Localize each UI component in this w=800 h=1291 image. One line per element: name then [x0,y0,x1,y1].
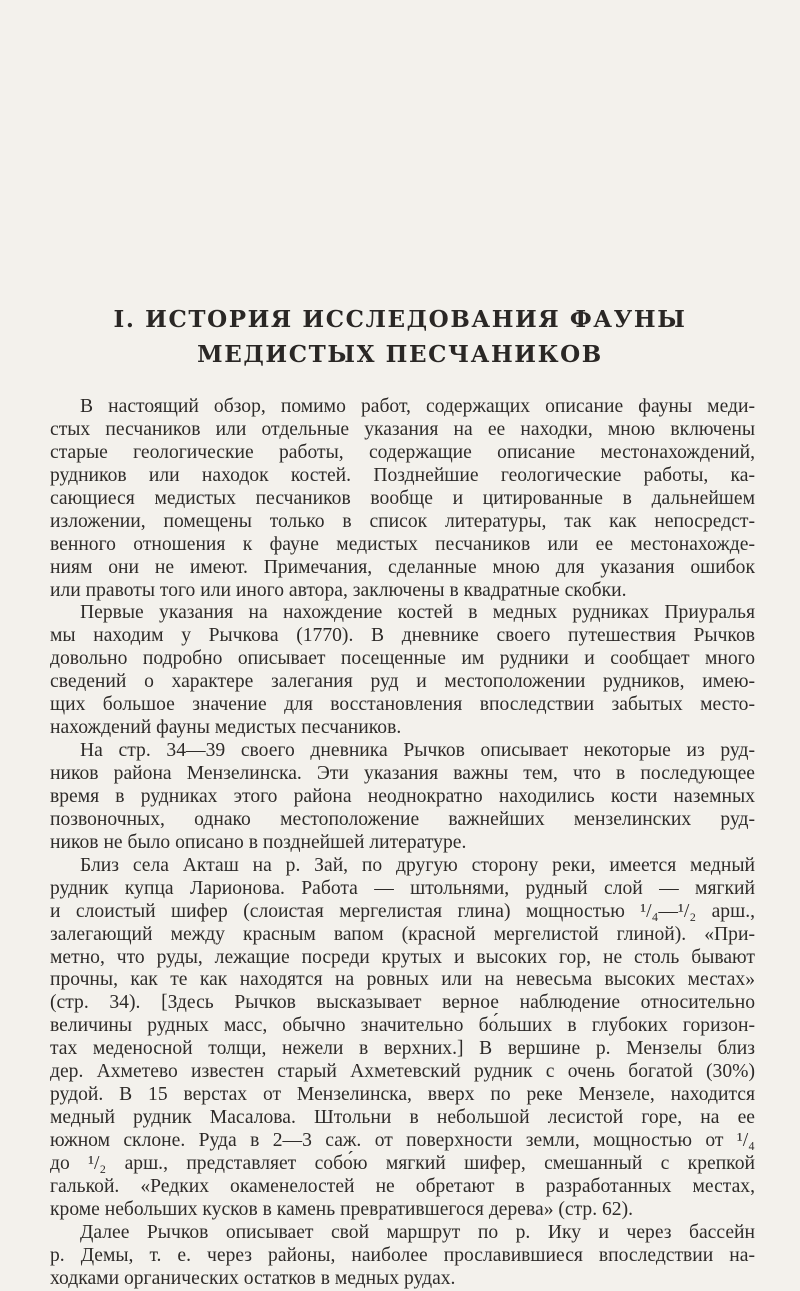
text-line: Первые указания на нахождение костей в медных рудниках Приуралья [80,602,755,624]
text-line: мы находим у Рычкова (1770). В дневнике своего путешествия Рычков [50,625,755,647]
chapter-title-line-1: I. ИСТОРИЯ ИССЛЕДОВАНИЯ ФАУНЫ [113,306,687,333]
text-line: ходками органических остатков в медных рудах. [50,1267,456,1289]
text-line: На стр. 34—39 своего дневника Рычков описывает некоторые из руд- [80,740,755,762]
text-line: ниям они не имеют. Примечания, сделанные мною для указания ошибок [50,556,755,578]
paragraph [50,1222,755,1291]
text-line: сающиеся медистых песчаников вообще и цитированные в дальнейшем [50,487,755,509]
text-line: до ¹/₂ арш., представляет собо́ю мягкий шифер, смешанный с крепкой [50,1152,755,1174]
text-line: изложении, помещены только в список литературы, так как непосредст- [50,510,755,532]
text-line: ников не было описано в позднейшей литературе. [50,831,467,853]
text-line: и слоистый шифер (слоистая мергелистая глина) мощностью ¹/₄—¹/₂ арш., [50,900,755,922]
text-line: старые геологические работы, содержащие описание местонахождений, [50,441,755,463]
text-line: (стр. 34). [Здесь Рычков высказывает верное наблюдение относительно [50,992,755,1014]
text-line: В настоящий обзор, помимо работ, содержащих описание фауны меди- [80,396,755,417]
text-line: прочны, как те как находятся на ровных или на невесьма высоких местах» [50,969,755,991]
text-line: стых песчаников или отдельные указания на ее находки, мною включены [50,418,755,440]
paragraph [50,602,755,740]
text-line: сведений о характере залегания руд и местоположении рудников, имею- [50,671,755,693]
text-line: кроме небольших кусков в камень превратившегося дерева» (стр. 62). [50,1198,634,1220]
paragraph [50,396,755,602]
text-line: р. Демы, т. е. через районы, наиболее прославившиеся впоследствии на- [50,1244,755,1266]
text-line: галькой. «Редких окаменелостей не обретают в разработанных местах, [50,1175,755,1197]
text-line: щих большое значение для восстановления впоследствии забытых место- [50,694,755,716]
text-line: время в рудниках этого района неоднократно находились кости наземных [50,785,755,807]
text-line: Близ села Акташ на р. Зай, по другую сторону реки, имеется медный [80,854,755,876]
text-line: медный рудник Масалова. Штольни в небольшой лесистой горе, на ее [50,1107,755,1129]
text-line: позвоночных, однако местоположение важнейших мензелинских руд- [50,808,755,830]
text-line: рудой. В 15 верстах от Мензелинска, вверх по реке Мензеле, находится [50,1084,755,1106]
body-text [50,396,755,1291]
text-line: венного отношения к фауне медистых песчаников или ее местонахожде- [50,533,755,555]
paragraph [50,740,755,855]
text-line: тах меденосной толщи, нежели в верхних.] В вершине р. Мензелы близ [50,1038,755,1060]
text-line: дер. Ахметево известен старый Ахметевский рудник с очень богатой (30%) [50,1061,755,1083]
text-line: величины рудных масс, обычно значительно бо́льших в глубоких горизон- [50,1015,755,1037]
text-line: или правоты того или иного автора, заключены в квадратные скобки. [50,579,627,601]
text-line: Далее Рычков описывает свой маршрут по р. Ику и через бассейн [80,1221,755,1243]
chapter-title-line-2: МЕДИСТЫХ ПЕСЧАНИКОВ [197,341,603,368]
text-line: южном склоне. Руда в 2—3 саж. от поверхности земли, мощностью от ¹/₄ [50,1130,755,1151]
text-line: рудник купца Ларионова. Работа — штольнями, рудный слой — мягкий [50,877,755,899]
text-line: метно, что руды, лежащие посреди крутых и высоких гор, не столь бывают [50,946,755,968]
text-line: нахождений фауны медистых песчаников. [50,717,402,739]
text-line: залегающий между красным вапом (красной мергелистой глиной). «При- [50,923,755,945]
text-line: рудников или находок костей. Позднейшие геологические работы, ка- [50,464,755,486]
text-line: довольно подробно описывает посещенные им рудники и сообщает много [50,648,755,670]
paragraph [50,855,755,1222]
text-line: ников района Мензелинска. Эти указания важны тем, что в последующее [50,763,755,784]
chapter-title [60,302,740,372]
